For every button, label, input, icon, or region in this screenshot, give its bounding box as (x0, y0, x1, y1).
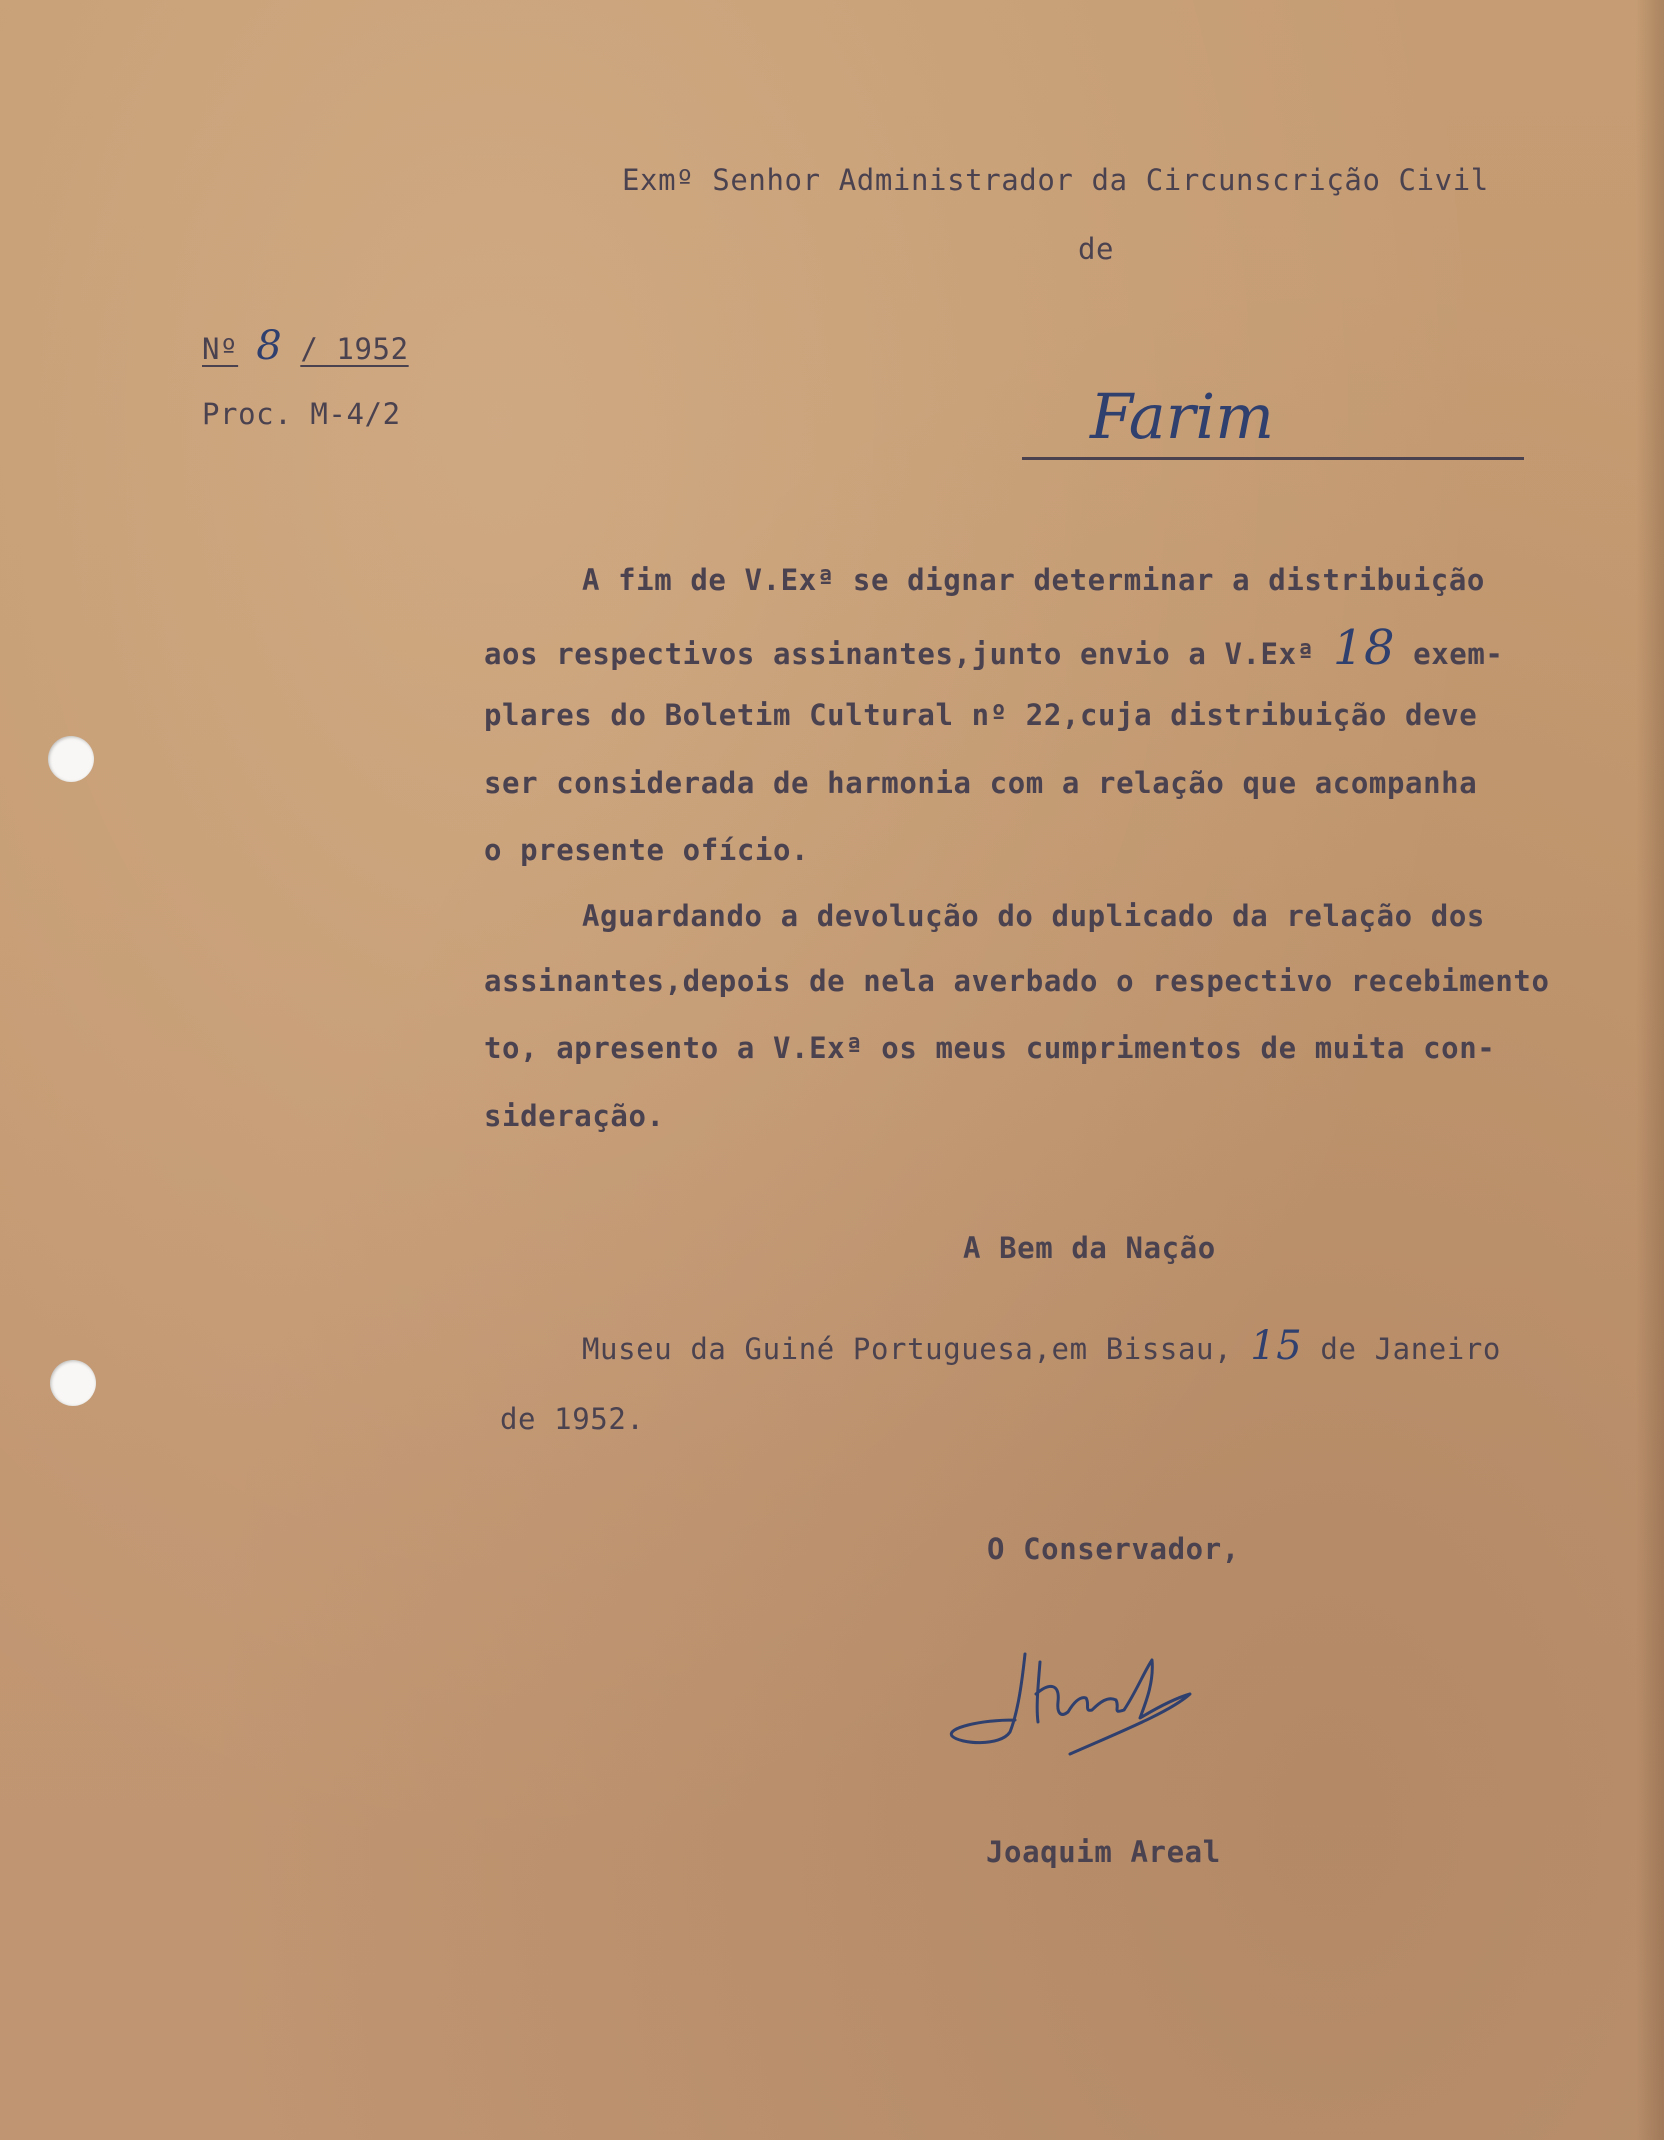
body-p1-line4: ser considerada de harmonia com a relação que acompanha (484, 766, 1478, 800)
closing-signatory: Joaquim Areal (986, 1835, 1221, 1869)
closing-motto: A Bem da Nação (963, 1231, 1216, 1265)
reference-proc: Proc. M-4/2 (202, 397, 401, 431)
body-copies-handwritten: 18 (1332, 620, 1396, 676)
closing-date-line (582, 1323, 1501, 1369)
punch-hole-bottom (50, 1360, 96, 1406)
closing-date-month: de Janeiro (1320, 1332, 1501, 1366)
addressee-place-handwritten: Farim (1090, 380, 1275, 453)
closing-date-place: Museu da Guiné Portuguesa,em Bissau, (582, 1332, 1233, 1366)
body-p2-line1: Aguardando a devolução do duplicado da relação dos (582, 899, 1485, 933)
closing-date-day-handwritten: 15 (1250, 1323, 1303, 1369)
body-p1-line1: A fim de V.Exª se dignar determinar a distribuição (582, 563, 1485, 597)
addressee-line: Exmº Senhor Administrador da Circunscrição Civil (622, 163, 1489, 197)
closing-role: O Conservador, (987, 1532, 1240, 1566)
reference-number-suffix: / 1952 (300, 332, 409, 366)
reference-number-handwritten: 8 (256, 323, 283, 369)
signature (940, 1632, 1230, 1762)
body-p1-line2 (484, 620, 1504, 676)
body-p2-line3: to, apresento a V.Exª os meus cumprimentos de muita con- (484, 1031, 1496, 1065)
punch-hole-top (48, 736, 94, 782)
reference-number (202, 323, 409, 369)
body-p1-line2-end: exem- (1413, 637, 1504, 671)
addressee-de: de (1078, 232, 1115, 266)
closing-date-year: de 1952. (500, 1402, 645, 1436)
reference-number-prefix: Nº (202, 332, 239, 366)
body-p2-line2: assinantes,depois de nela averbado o respectivo recebimento (484, 964, 1550, 998)
body-p2-line4: sideração. (484, 1099, 665, 1133)
body-p1-line3: plares do Boletim Cultural nº 22,cuja distribuição deve (484, 698, 1478, 732)
body-p1-line2-text: aos respectivos assinantes,junto envio a V.Exª (484, 637, 1315, 671)
body-p1-line5: o presente ofício. (484, 833, 810, 867)
addressee-underline (1022, 457, 1524, 460)
